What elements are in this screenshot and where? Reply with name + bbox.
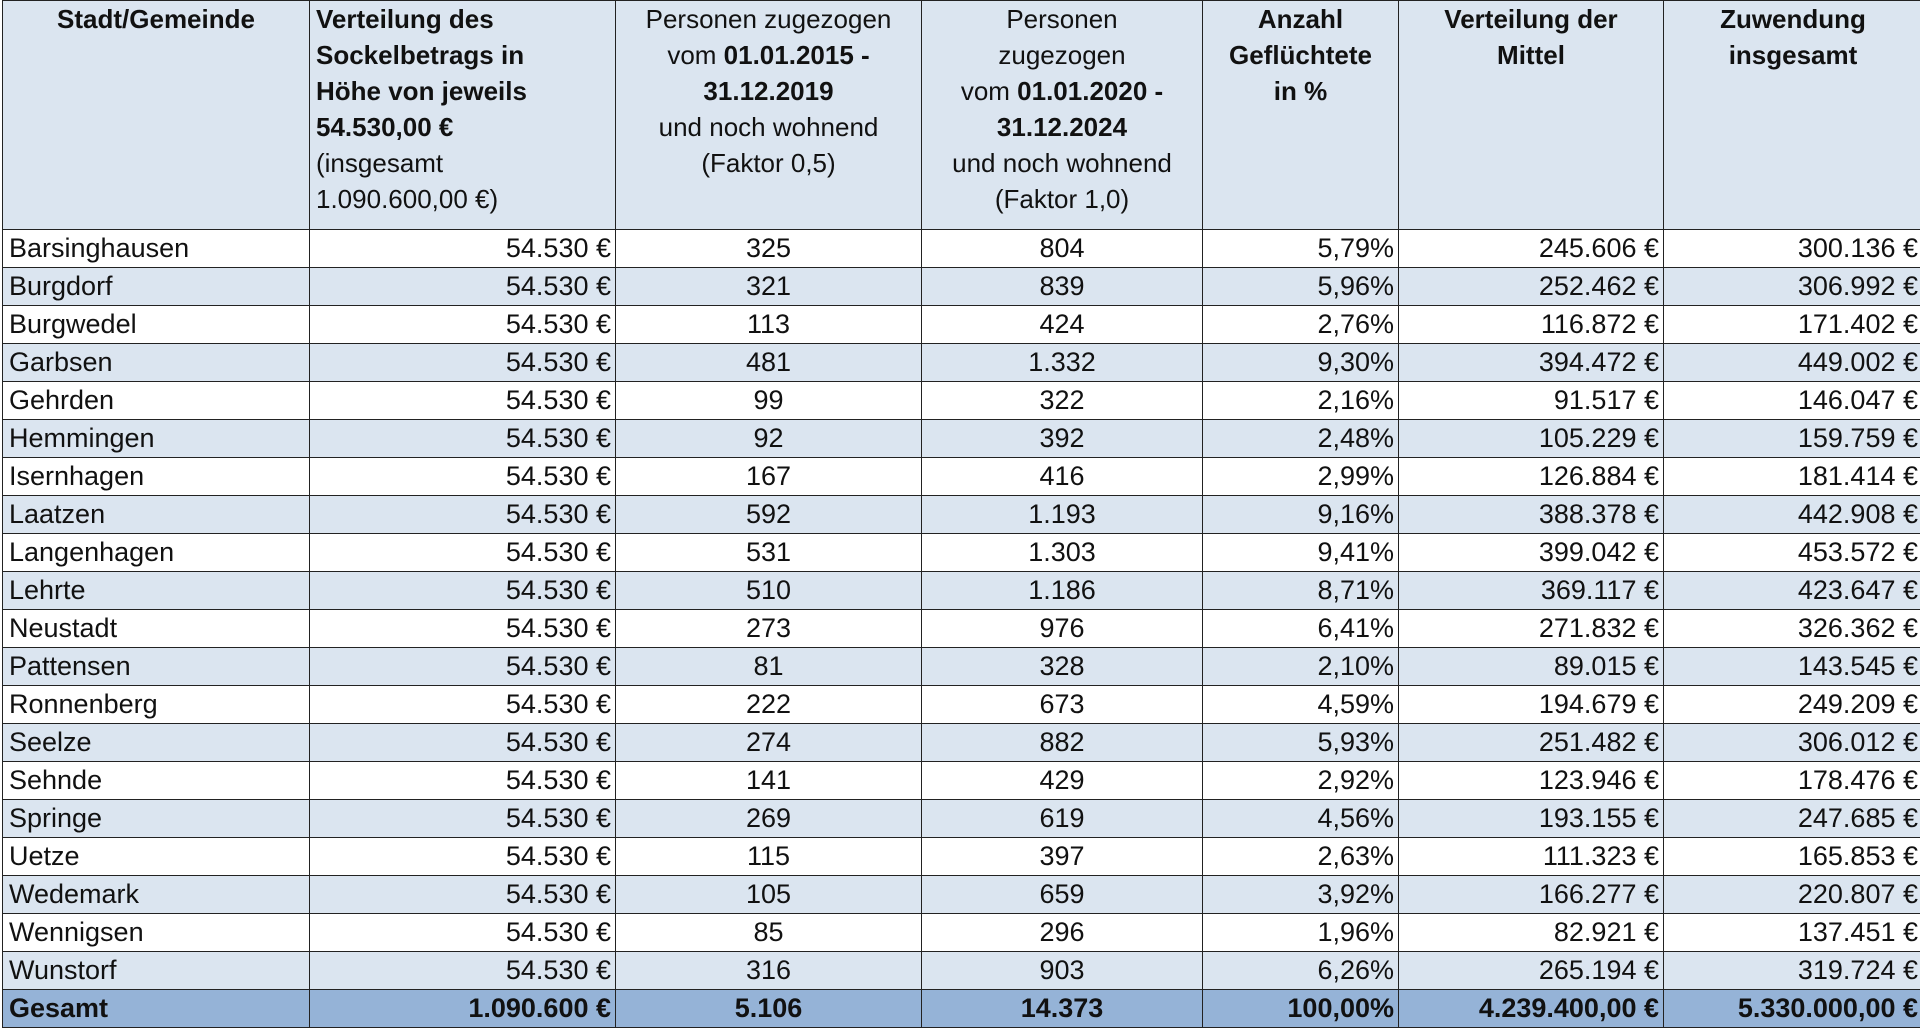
table-row [3,496,1920,534]
table-row [3,534,1920,572]
cell-mittel: 251.482 € [1399,724,1664,762]
cell-personen-2020: 392 [922,420,1203,458]
cell-personen-2015: 321 [616,268,922,306]
cell-stadt: Garbsen [3,344,310,382]
cell-zuwendung: 300.136 € [1664,230,1920,268]
cell-personen-2020: 1.193 [922,496,1203,534]
cell-personen-2020: 804 [922,230,1203,268]
cell-stadt: Neustadt [3,610,310,648]
total-personen-2015: 5.106 [616,990,922,1028]
cell-personen-2015: 316 [616,952,922,990]
cell-mittel: 91.517 € [1399,382,1664,420]
total-sockel: 1.090.600 € [310,990,616,1028]
cell-personen-2015: 325 [616,230,922,268]
cell-personen-2015: 141 [616,762,922,800]
header-line: Verteilung des [316,4,494,34]
cell-percent: 2,16% [1203,382,1399,420]
cell-stadt: Wennigsen [3,914,310,952]
table-row [3,610,1920,648]
header-line: Zuwendung [1720,4,1866,34]
cell-personen-2020: 619 [922,800,1203,838]
cell-mittel: 394.472 € [1399,344,1664,382]
table-row [3,344,1920,382]
header-line: Sockelbetrags in [316,40,524,70]
cell-stadt: Pattensen [3,648,310,686]
total-personen-2020: 14.373 [922,990,1203,1028]
table-row [3,800,1920,838]
cell-sockel: 54.530 € [310,914,616,952]
cell-mittel: 271.832 € [1399,610,1664,648]
header-line-bold: 01.01.2020 - [1017,76,1163,106]
cell-personen-2020: 903 [922,952,1203,990]
cell-stadt: Isernhagen [3,458,310,496]
cell-mittel: 245.606 € [1399,230,1664,268]
header-line: und noch wohnend [952,148,1172,178]
cell-personen-2015: 92 [616,420,922,458]
cell-personen-2015: 115 [616,838,922,876]
cell-stadt: Wedemark [3,876,310,914]
cell-personen-2015: 113 [616,306,922,344]
cell-personen-2020: 424 [922,306,1203,344]
cell-personen-2020: 976 [922,610,1203,648]
cell-sockel: 54.530 € [310,838,616,876]
cell-mittel: 126.884 € [1399,458,1664,496]
cell-percent: 9,16% [1203,496,1399,534]
cell-percent: 5,93% [1203,724,1399,762]
cell-percent: 6,26% [1203,952,1399,990]
cell-sockel: 54.530 € [310,648,616,686]
cell-sockel: 54.530 € [310,876,616,914]
table-row [3,838,1920,876]
header-line: Personen [1006,4,1117,34]
table-row [3,420,1920,458]
cell-sockel: 54.530 € [310,534,616,572]
cell-personen-2015: 222 [616,686,922,724]
table-row [3,914,1920,952]
cell-percent: 2,99% [1203,458,1399,496]
cell-zuwendung: 220.807 € [1664,876,1920,914]
total-label: Gesamt [3,990,310,1028]
header-line-bold: 01.01.2015 - [724,40,870,70]
header-line: insgesamt [1729,40,1858,70]
cell-sockel: 54.530 € [310,382,616,420]
cell-sockel: 54.530 € [310,496,616,534]
cell-zuwendung: 423.647 € [1664,572,1920,610]
cell-sockel: 54.530 € [310,306,616,344]
cell-mittel: 116.872 € [1399,306,1664,344]
cell-personen-2015: 510 [616,572,922,610]
table-row [3,762,1920,800]
cell-personen-2015: 592 [616,496,922,534]
cell-mittel: 111.323 € [1399,838,1664,876]
cell-stadt: Laatzen [3,496,310,534]
cell-mittel: 105.229 € [1399,420,1664,458]
cell-percent: 9,30% [1203,344,1399,382]
table-footer [3,990,1920,1028]
cell-mittel: 166.277 € [1399,876,1664,914]
cell-percent: 4,59% [1203,686,1399,724]
header-line: 31.12.2024 [997,112,1127,142]
header-line: Personen zugezogen [646,4,892,34]
header-line: und noch wohnend [659,112,879,142]
cell-sockel: 54.530 € [310,268,616,306]
cell-mittel: 388.378 € [1399,496,1664,534]
cell-zuwendung: 171.402 € [1664,306,1920,344]
header-line: Verteilung der [1444,4,1617,34]
cell-stadt: Springe [3,800,310,838]
cell-zuwendung: 249.209 € [1664,686,1920,724]
cell-personen-2020: 1.303 [922,534,1203,572]
table-header [3,1,1920,230]
cell-sockel: 54.530 € [310,800,616,838]
cell-sockel: 54.530 € [310,420,616,458]
cell-mittel: 265.194 € [1399,952,1664,990]
total-row [3,990,1920,1028]
header-line: Anzahl [1258,4,1343,34]
header-line: Stadt/Gemeinde [57,4,255,34]
cell-mittel: 193.155 € [1399,800,1664,838]
cell-personen-2015: 274 [616,724,922,762]
cell-stadt: Wunstorf [3,952,310,990]
cell-personen-2020: 1.332 [922,344,1203,382]
cell-zuwendung: 159.759 € [1664,420,1920,458]
cell-stadt: Hemmingen [3,420,310,458]
table-row [3,382,1920,420]
cell-percent: 2,76% [1203,306,1399,344]
cell-zuwendung: 306.012 € [1664,724,1920,762]
total-percent: 100,00% [1203,990,1399,1028]
header-verteilung-mittel [1399,1,1664,230]
header-personen-2015 [616,1,922,230]
table-row [3,230,1920,268]
cell-personen-2015: 85 [616,914,922,952]
cell-personen-2020: 416 [922,458,1203,496]
table-body [3,230,1920,990]
cell-stadt: Uetze [3,838,310,876]
header-line: Mittel [1497,40,1565,70]
cell-percent: 2,48% [1203,420,1399,458]
cell-stadt: Langenhagen [3,534,310,572]
header-row [3,1,1920,230]
cell-zuwendung: 306.992 € [1664,268,1920,306]
cell-personen-2015: 481 [616,344,922,382]
cell-stadt: Burgdorf [3,268,310,306]
total-zuwendung: 5.330.000,00 € [1664,990,1920,1028]
allocation-table [2,0,1920,1028]
cell-personen-2020: 882 [922,724,1203,762]
cell-personen-2020: 839 [922,268,1203,306]
cell-percent: 2,10% [1203,648,1399,686]
cell-personen-2015: 269 [616,800,922,838]
cell-sockel: 54.530 € [310,458,616,496]
cell-percent: 6,41% [1203,610,1399,648]
header-line: 31.12.2019 [703,76,833,106]
cell-percent: 9,41% [1203,534,1399,572]
cell-mittel: 89.015 € [1399,648,1664,686]
cell-stadt: Gehrden [3,382,310,420]
header-line: Höhe von jeweils [316,76,527,106]
cell-percent: 5,96% [1203,268,1399,306]
table-row [3,268,1920,306]
cell-mittel: 252.462 € [1399,268,1664,306]
cell-percent: 1,96% [1203,914,1399,952]
header-line: vom [961,76,1017,106]
cell-mittel: 369.117 € [1399,572,1664,610]
cell-personen-2020: 296 [922,914,1203,952]
cell-zuwendung: 449.002 € [1664,344,1920,382]
cell-personen-2015: 81 [616,648,922,686]
cell-sockel: 54.530 € [310,762,616,800]
cell-percent: 2,92% [1203,762,1399,800]
cell-personen-2020: 397 [922,838,1203,876]
cell-zuwendung: 146.047 € [1664,382,1920,420]
cell-percent: 5,79% [1203,230,1399,268]
cell-sockel: 54.530 € [310,952,616,990]
cell-zuwendung: 143.545 € [1664,648,1920,686]
cell-sockel: 54.530 € [310,344,616,382]
cell-personen-2020: 1.186 [922,572,1203,610]
header-zuwendung [1664,1,1920,230]
header-line: zugezogen [998,40,1125,70]
table-row [3,952,1920,990]
header-line: 54.530,00 € [316,112,453,142]
total-mittel: 4.239.400,00 € [1399,990,1664,1028]
cell-zuwendung: 178.476 € [1664,762,1920,800]
cell-personen-2020: 659 [922,876,1203,914]
cell-personen-2015: 273 [616,610,922,648]
cell-personen-2015: 105 [616,876,922,914]
cell-personen-2020: 429 [922,762,1203,800]
cell-zuwendung: 453.572 € [1664,534,1920,572]
cell-percent: 8,71% [1203,572,1399,610]
cell-zuwendung: 137.451 € [1664,914,1920,952]
cell-percent: 4,56% [1203,800,1399,838]
cell-zuwendung: 319.724 € [1664,952,1920,990]
header-line: (Faktor 0,5) [701,148,835,178]
cell-sockel: 54.530 € [310,686,616,724]
cell-zuwendung: 181.414 € [1664,458,1920,496]
header-anzahl-prozent [1203,1,1399,230]
cell-stadt: Burgwedel [3,306,310,344]
header-personen-2020 [922,1,1203,230]
cell-stadt: Lehrte [3,572,310,610]
table-row [3,686,1920,724]
cell-stadt: Ronnenberg [3,686,310,724]
table-row [3,724,1920,762]
cell-sockel: 54.530 € [310,610,616,648]
cell-mittel: 82.921 € [1399,914,1664,952]
header-line: (Faktor 1,0) [995,184,1129,214]
table-row [3,572,1920,610]
cell-stadt: Barsinghausen [3,230,310,268]
cell-stadt: Sehnde [3,762,310,800]
cell-personen-2015: 531 [616,534,922,572]
cell-personen-2020: 328 [922,648,1203,686]
header-line: vom [667,40,723,70]
cell-personen-2020: 322 [922,382,1203,420]
cell-mittel: 194.679 € [1399,686,1664,724]
header-line: in % [1274,76,1327,106]
cell-stadt: Seelze [3,724,310,762]
table-row [3,648,1920,686]
cell-sockel: 54.530 € [310,572,616,610]
cell-zuwendung: 326.362 € [1664,610,1920,648]
cell-percent: 2,63% [1203,838,1399,876]
table-row [3,458,1920,496]
cell-sockel: 54.530 € [310,230,616,268]
header-line: Geflüchtete [1229,40,1372,70]
cell-percent: 3,92% [1203,876,1399,914]
cell-zuwendung: 247.685 € [1664,800,1920,838]
table-row [3,306,1920,344]
cell-personen-2020: 673 [922,686,1203,724]
table-row [3,876,1920,914]
header-line: 1.090.600,00 €) [316,184,498,214]
cell-mittel: 399.042 € [1399,534,1664,572]
cell-mittel: 123.946 € [1399,762,1664,800]
cell-sockel: 54.530 € [310,724,616,762]
cell-personen-2015: 167 [616,458,922,496]
header-stadt [3,1,310,230]
cell-zuwendung: 442.908 € [1664,496,1920,534]
header-line: (insgesamt [316,148,443,178]
header-sockelbetrag [310,1,616,230]
cell-personen-2015: 99 [616,382,922,420]
cell-zuwendung: 165.853 € [1664,838,1920,876]
